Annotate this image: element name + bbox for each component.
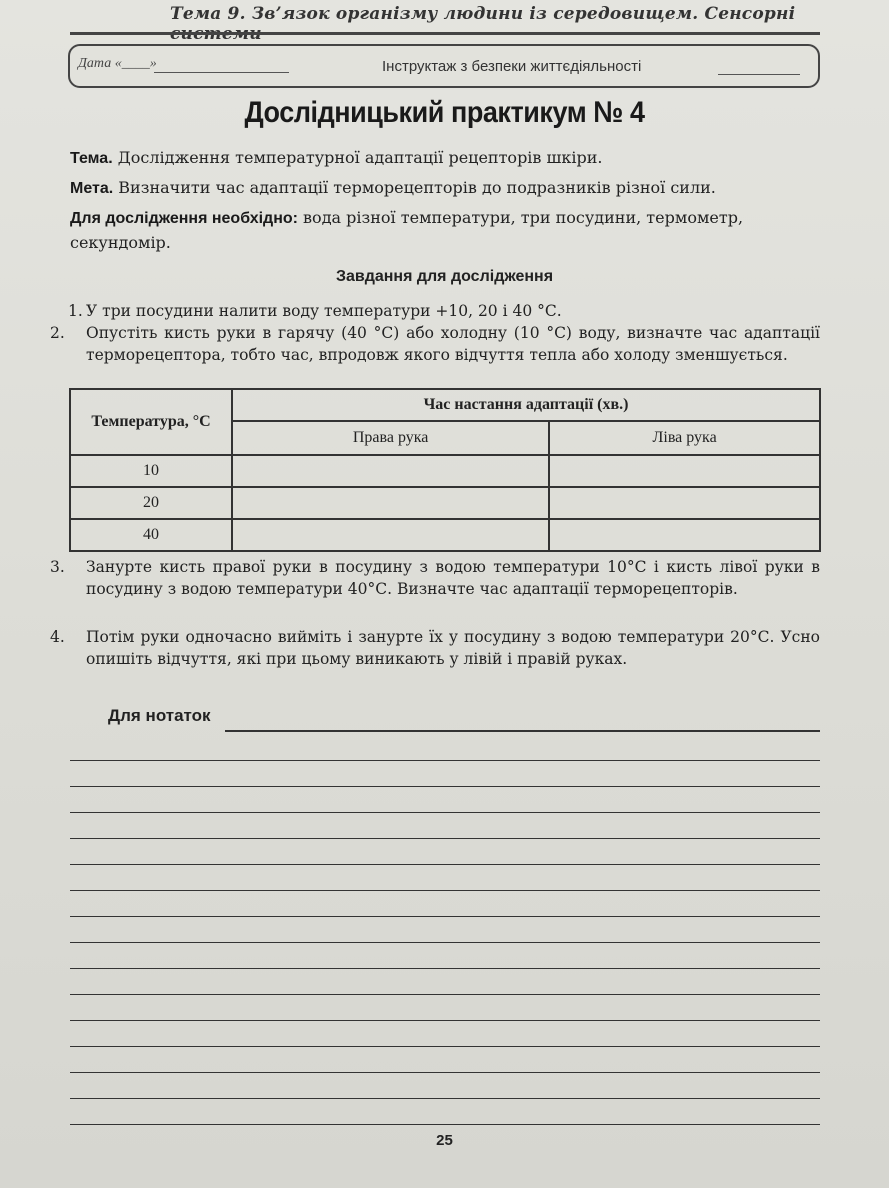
note-line[interactable] [70, 968, 820, 969]
materials-label: Для дослідження необхідно: [70, 210, 298, 227]
theme-label: Тема. [70, 150, 113, 167]
note-line[interactable] [70, 760, 820, 761]
instruction-signature-line[interactable] [718, 74, 800, 75]
table-row [70, 519, 820, 551]
materials-paragraph [70, 206, 820, 255]
right-hand-header: Права рука [232, 421, 549, 455]
note-line[interactable] [70, 812, 820, 813]
left-hand-cell[interactable] [549, 487, 820, 519]
note-line[interactable] [70, 838, 820, 839]
theme-text: Дослідження температурної адаптації рецепторів шкіри. [117, 148, 603, 167]
notes-heading-rule [225, 730, 820, 732]
task-item: 4. Потім руки одночасно вийміть і занурте їх у посудину з водою температури 20°С. Усно опишіть відчуття, які при цьому виникають у лівій і правій руках. [50, 628, 820, 668]
page-number: 25 [436, 1132, 453, 1149]
notes-heading: Для нотаток [108, 706, 211, 725]
left-hand-header: Ліва рука [549, 421, 820, 455]
note-line[interactable] [70, 1124, 820, 1125]
right-hand-cell[interactable] [232, 455, 549, 487]
right-hand-cell[interactable] [232, 487, 549, 519]
theme-paragraph [70, 146, 820, 171]
task-text: Занурте кисть правої руки в посудину з водою температури 10°С і кисть лівої руки в посудину з водою температури 40°С. Визначте час адаптації терморецепторів. [86, 558, 820, 598]
temperature-cell: 10 [70, 455, 232, 487]
task-item: 2. Опустіть кисть руки в гарячу (40 °С) або холодну (10 °С) воду, визначте час адаптації терморецептора, тобто час, впродовж якого відчуття тепла або холоду зменшується. [50, 324, 820, 364]
chapter-topic: Тема 9. Зв’язок організму людини із середовищем. Сенсорні системи [170, 4, 796, 44]
note-line[interactable] [70, 942, 820, 943]
task-item: 1. У три посудини налити воду температури +10, 20 і 40 °С. [68, 302, 562, 320]
note-line[interactable] [70, 1098, 820, 1099]
note-line[interactable] [70, 1072, 820, 1073]
note-line[interactable] [70, 1020, 820, 1021]
table-row [70, 455, 820, 487]
temperature-header: Температура, °С [70, 389, 232, 455]
instruction-label: Інструктаж з безпеки життєдіяльності [382, 58, 642, 75]
note-line[interactable] [70, 786, 820, 787]
note-line[interactable] [70, 864, 820, 865]
task-item: 3. Занурте кисть правої руки в посудину з водою температури 10°С і кисть лівої руки в посудину з водою температури 40°С. Визначте час адаптації терморецепторів. [50, 558, 820, 598]
task-text: Опустіть кисть руки в гарячу (40 °С) або холодну (10 °С) воду, визначте час адаптації терморецептора, тобто час, впродовж якого відчуття тепла або холоду зменшується. [86, 324, 820, 364]
topic-divider [70, 32, 820, 35]
note-line[interactable] [70, 890, 820, 891]
note-line[interactable] [70, 916, 820, 917]
page-title: Дослідницький практикум № 4 [244, 96, 645, 129]
goal-text: Визначити час адаптації терморецепторів до подразників різної сили. [118, 178, 716, 197]
note-line[interactable] [70, 1046, 820, 1047]
left-hand-cell[interactable] [549, 455, 820, 487]
goal-label: Мета. [70, 180, 114, 197]
temperature-cell: 20 [70, 487, 232, 519]
task-text: У три посудини налити воду температури +10, 20 і 40 °С. [86, 302, 562, 320]
note-line[interactable] [70, 994, 820, 995]
adaptation-table [69, 388, 821, 552]
tasks-heading: Завдання для дослідження [335, 268, 554, 285]
date-instruction-box [68, 44, 820, 88]
date-label: Дата «____» [78, 56, 157, 71]
table-row [70, 487, 820, 519]
temperature-cell: 40 [70, 519, 232, 551]
left-hand-cell[interactable] [549, 519, 820, 551]
materials-text: вода різної температури, три посудини, термометр, секундомір. [70, 208, 744, 252]
adaptation-time-header: Час настання адаптації (хв.) [232, 389, 820, 421]
task-text: Потім руки одночасно вийміть і занурте їх у посудину з водою температури 20°С. Усно опишіть відчуття, які при цьому виникають у лівій і правій руках. [86, 628, 820, 668]
date-fill-line[interactable] [154, 72, 289, 73]
right-hand-cell[interactable] [232, 519, 549, 551]
goal-paragraph [70, 176, 820, 201]
